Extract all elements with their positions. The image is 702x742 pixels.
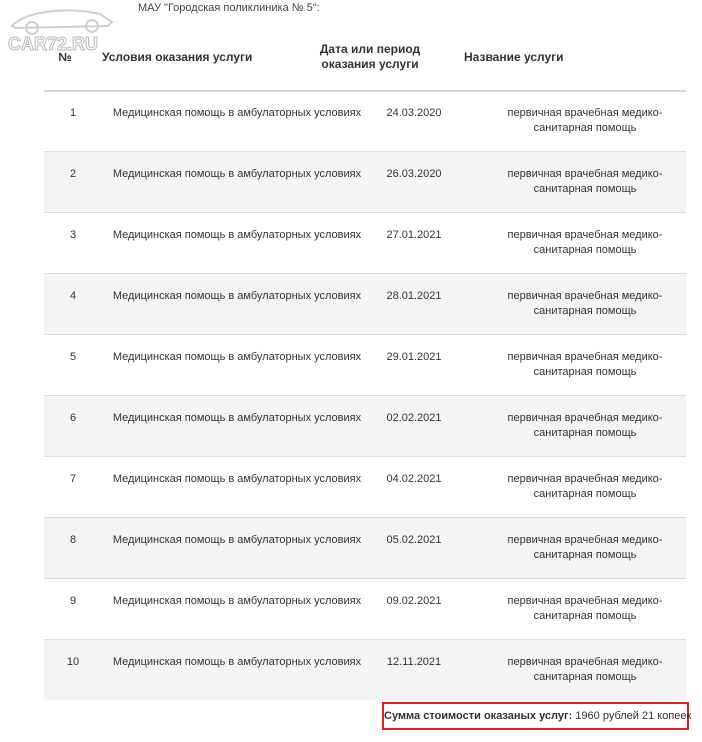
cell-date: 29.01.2021 (386, 351, 442, 363)
table-row (44, 518, 686, 579)
table-row (44, 274, 686, 335)
cell-date: 28.01.2021 (386, 290, 442, 302)
cell-conditions: Медицинская помощь в амбулаторных условиях (112, 107, 362, 119)
total-cost-value: 1960 рублей 21 копеек (575, 710, 692, 722)
total-cost-box (382, 702, 692, 730)
cell-service-name: первичная врачебная медико-санитарная помощь (507, 595, 663, 622)
cell-date: 27.01.2021 (386, 229, 442, 241)
cell-service-name: первичная врачебная медико-санитарная помощь (507, 534, 663, 561)
table-row (44, 457, 686, 518)
cell-num: 10 (66, 656, 80, 668)
table-row (44, 396, 686, 457)
cell-service-name: первичная врачебная медико-санитарная помощь (507, 656, 663, 683)
cell-num: 4 (69, 290, 77, 302)
intro-line (0, 0, 702, 18)
cell-date: 04.02.2021 (386, 473, 442, 485)
table-body (44, 91, 686, 700)
cell-service-name: первичная врачебная медико-санитарная помощь (507, 107, 663, 134)
cell-num: 1 (69, 107, 77, 119)
cell-date: 02.02.2021 (386, 412, 442, 424)
cell-conditions: Медицинская помощь в амбулаторных условиях (112, 412, 362, 424)
table-header (44, 38, 686, 92)
cell-date: 12.11.2021 (386, 656, 442, 668)
table-row (44, 91, 686, 152)
cell-service-name: первичная врачебная медико-санитарная помощь (507, 412, 663, 439)
table-row (44, 152, 686, 213)
cell-date: 09.02.2021 (386, 595, 442, 607)
table-row (44, 335, 686, 396)
cell-date: 24.03.2020 (386, 107, 442, 119)
cell-conditions: Медицинская помощь в амбулаторных условиях (112, 473, 362, 485)
total-cost-label: Сумма стоимости оказаных услуг: (384, 710, 573, 722)
cell-num: 2 (69, 168, 77, 180)
cell-conditions: Медицинская помощь в амбулаторных условиях (112, 534, 362, 546)
header-date: Дата или период оказания услуги (319, 42, 421, 71)
cell-num: 8 (69, 534, 77, 546)
table-row (44, 640, 686, 700)
header-num: № (58, 50, 72, 64)
table-row (44, 579, 686, 640)
cell-num: 9 (69, 595, 77, 607)
cell-conditions: Медицинская помощь в амбулаторных условиях (112, 595, 362, 607)
cell-num: 5 (69, 351, 77, 363)
cell-conditions: Медицинская помощь в амбулаторных условиях (112, 656, 362, 668)
cell-service-name: первичная врачебная медико-санитарная помощь (507, 168, 663, 195)
cell-num: 3 (69, 229, 77, 241)
cell-date: 26.03.2020 (386, 168, 442, 180)
table-row (44, 213, 686, 274)
cell-service-name: первичная врачебная медико-санитарная помощь (507, 351, 663, 378)
cell-date: 05.02.2021 (386, 534, 442, 546)
header-conditions: Условия оказания услуги (102, 50, 253, 64)
intro-text: МАУ "Городская поликлиника № 5": (138, 2, 320, 14)
header-service-name: Название услуги (464, 50, 564, 64)
watermark-text: CAR72.RU (8, 34, 99, 54)
cell-conditions: Медицинская помощь в амбулаторных условиях (112, 351, 362, 363)
cell-service-name: первичная врачебная медико-санитарная помощь (507, 229, 663, 256)
cell-num: 6 (69, 412, 77, 424)
cell-num: 7 (69, 473, 77, 485)
cell-conditions: Медицинская помощь в амбулаторных условиях (112, 229, 362, 241)
cell-service-name: первичная врачебная медико-санитарная помощь (507, 290, 663, 317)
cell-service-name: первичная врачебная медико-санитарная помощь (507, 473, 663, 500)
cell-conditions: Медицинская помощь в амбулаторных условиях (112, 290, 362, 302)
cell-conditions: Медицинская помощь в амбулаторных условиях (112, 168, 362, 180)
